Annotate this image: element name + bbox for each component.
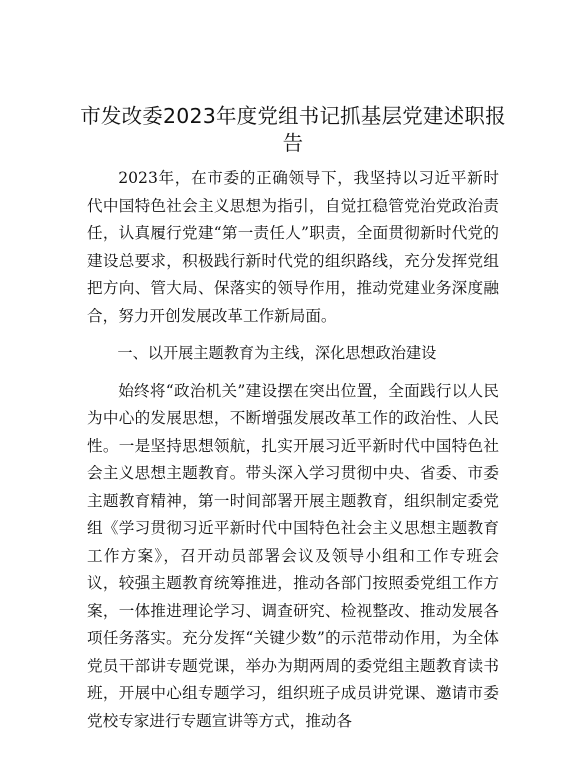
document-body [87, 165, 499, 735]
document-title: 市发改委2023年度党组书记抓基层党建述职报告 [80, 104, 506, 155]
body-paragraph: 始终将“政治机关”建设摆在突出位置，全面践行以人民为中心的发展思想，不断增强发展改革工作的政治性、人民性。一是坚持思想领航，扎实开展习近平新时代中国特色社会主义思想主题教育。带头深入学习贯彻中央、省委、市委主题教育精神，第一时间部署开展主题教育，组织制定委党组《学习贯彻习近平新时代中国特色社会主义思想主题教育工作方案》，召开动员部署会议及领导小组和工作专班会议，较强主题教育统筹推进，推动各部门按照委党组工作方案，一体推进理论学习、调查研究、检视整改、推动发展各项任务落实。充分发挥“关键少数”的示范带动作用，为全体党员干部讲专题党课，举办为期两周的委党组主题教育读书班，开展中心组专题学习，组织班子成员讲党课、邀请市委党校专家进行专题宣讲等方式，推动各 [87, 381, 499, 730]
section-heading: 一、以开展主题教育为主线，深化思想政治建设 [117, 344, 437, 362]
intro-paragraph: 2023年，在市委的正确领导下，我坚持以习近平新时代中国特色社会主义思想为指引，自觉扛稳管党治党政治责任，认真履行党建“第一责任人”职责，全面贯彻新时代党的建设总要求，积极践行新时代党的组织路线，充分发挥党组把方向、管大局、保落实的领导作用，推动党建业务深度融合，努力开创发展改革工作新局面。 [87, 169, 499, 325]
